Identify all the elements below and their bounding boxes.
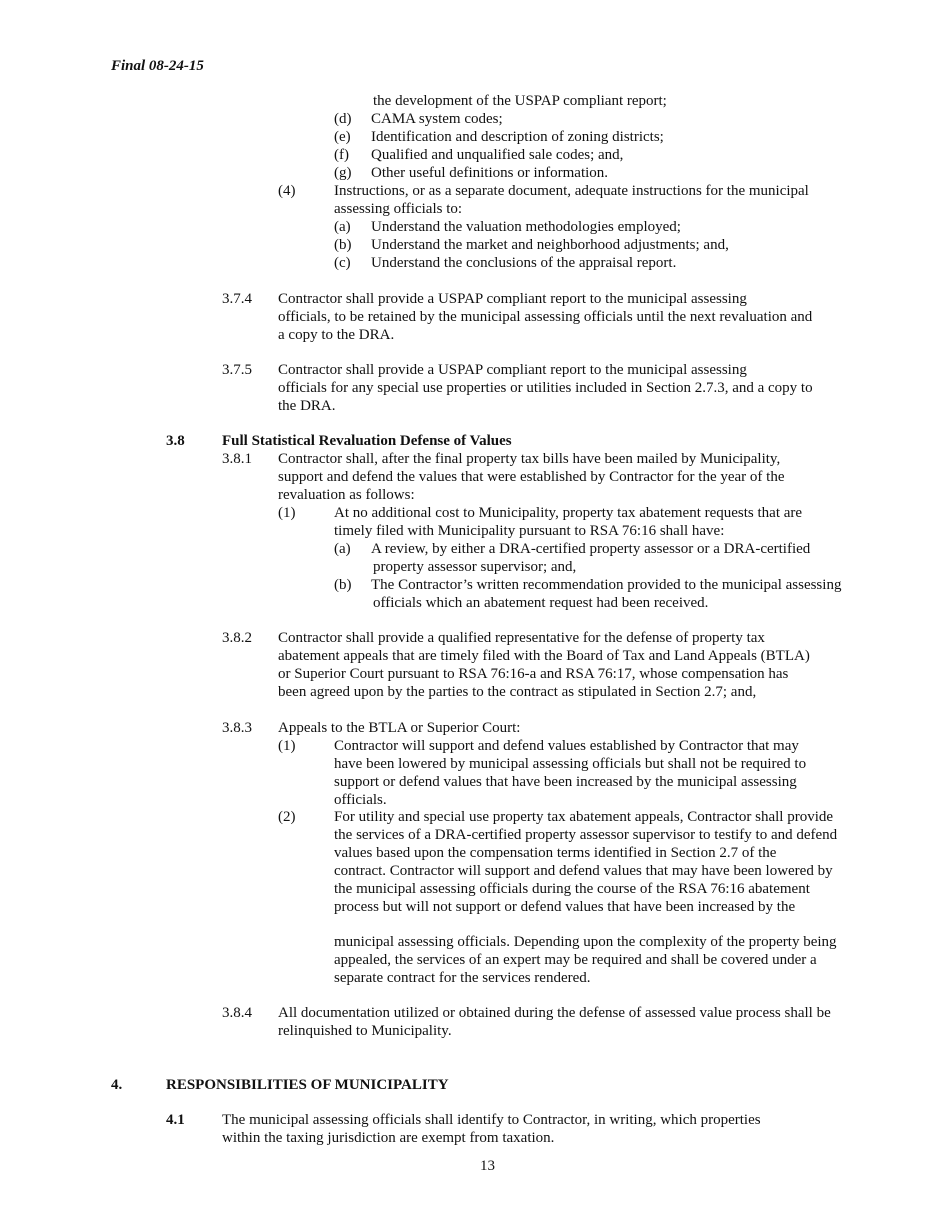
section-3-7-4-line: Contractor shall provide a USPAP compliant report to the municipal assessing (278, 291, 747, 307)
section-3-8-1-item-1b-line: officials which an abatement request had been received. (373, 595, 709, 611)
section-3-8-3-item-2-line: process but will not support or defend values that have been increased by the (334, 899, 796, 915)
section-3-8-1-item-1a-label: (a) (334, 541, 351, 557)
section-3-8-3-item-2-line: municipal assessing officials. Depending upon the complexity of the property being (334, 934, 837, 950)
section-3-7-4-line: officials, to be retained by the municipal assessing officials until the next revaluation and (278, 309, 813, 325)
item-4-line: Instructions, or as a separate document, adequate instructions for the municipal (334, 183, 809, 199)
section-3-8-3-item-2-line: appealed, the services of an expert may be required and shall be covered under a (334, 952, 817, 968)
section-3-8-1-number: 3.8.1 (222, 451, 252, 467)
section-4-1-number: 4.1 (166, 1112, 185, 1128)
item-g-label: (g) (334, 165, 352, 181)
section-4-1-line: within the taxing jurisdiction are exempt from taxation. (222, 1130, 555, 1146)
section-3-8-2-number: 3.8.2 (222, 630, 252, 646)
item-4-number: (4) (278, 183, 296, 199)
item-4-line: assessing officials to: (334, 201, 463, 217)
section-3-8-3-item-2-line: separate contract for the services rendered. (334, 970, 591, 986)
section-4-1-line: The municipal assessing officials shall identify to Contractor, in writing, which properties (222, 1112, 761, 1128)
section-4-title: RESPONSIBILITIES OF MUNICIPALITY (166, 1077, 449, 1093)
section-3-8-3-item-2-number: (2) (278, 809, 296, 825)
section-3-8-1-item-1-number: (1) (278, 505, 296, 521)
continuation-line: the development of the USPAP compliant report; (373, 93, 667, 109)
item-4b-label: (b) (334, 237, 352, 253)
section-3-8-3-item-2-line: contract. Contractor will support and defend values that may have been lowered by (334, 863, 833, 879)
section-3-8-1-item-1-line: timely filed with Municipality pursuant to RSA 76:16 shall have: (334, 523, 725, 539)
section-3-8-1-item-1-line: At no additional cost to Municipality, property tax abatement requests that are (334, 505, 803, 521)
item-e-text: Identification and description of zoning districts; (371, 129, 664, 145)
section-3-8-2-line: been agreed upon by the parties to the contract as stipulated in Section 2.7; and, (278, 684, 757, 700)
section-3-8-4-line: All documentation utilized or obtained during the defense of assessed value process shall be (278, 1005, 831, 1021)
section-3-8-3-title: Appeals to the BTLA or Superior Court: (278, 720, 521, 736)
section-3-7-5-number: 3.7.5 (222, 362, 252, 378)
item-4c-text: Understand the conclusions of the appraisal report. (371, 255, 677, 271)
section-3-8-title: Full Statistical Revaluation Defense of Values (222, 433, 512, 449)
section-3-7-4-number: 3.7.4 (222, 291, 252, 307)
section-3-8-3-item-1-number: (1) (278, 738, 296, 754)
section-3-8-3-item-1-line: support or defend values that have been increased by the municipal assessing (334, 774, 797, 790)
section-3-7-4-line: a copy to the DRA. (278, 327, 395, 343)
item-d-text: CAMA system codes; (371, 111, 503, 127)
item-4c-label: (c) (334, 255, 351, 271)
item-d-label: (d) (334, 111, 352, 127)
item-g-text: Other useful definitions or information. (371, 165, 609, 181)
section-3-8-2-line: abatement appeals that are timely filed with the Board of Tax and Land Appeals (BTLA) (278, 648, 810, 664)
section-3-8-number: 3.8 (166, 433, 185, 449)
section-3-8-1-line: Contractor shall, after the final property tax bills have been mailed by Municipality, (278, 451, 781, 467)
section-3-8-3-item-1-line: officials. (334, 792, 387, 808)
section-3-8-1-item-1a-line: A review, by either a DRA-certified property assessor or a DRA-certified (371, 541, 811, 557)
section-3-8-3-item-1-line: Contractor will support and defend values established by Contractor that may (334, 738, 799, 754)
section-3-7-5-line: officials for any special use properties or utilities included in Section 2.7.3, and a copy to (278, 380, 813, 396)
item-4a-label: (a) (334, 219, 351, 235)
item-4b-text: Understand the market and neighborhood adjustments; and, (371, 237, 729, 253)
section-3-8-1-item-1b-label: (b) (334, 577, 352, 593)
section-3-8-3-number: 3.8.3 (222, 720, 252, 736)
section-3-8-1-item-1a-line: property assessor supervisor; and, (373, 559, 577, 575)
section-3-7-5-line: Contractor shall provide a USPAP compliant report to the municipal assessing (278, 362, 747, 378)
section-3-8-3-item-2-line: values based upon the compensation terms identified in Section 2.7 of the (334, 845, 777, 861)
document-header-label: Final 08-24-15 (111, 58, 204, 74)
section-3-8-3-item-2-line: the municipal assessing officials during the course of the RSA 76:16 abatement (334, 881, 810, 897)
section-3-8-1-line: support and defend the values that were established by Contractor for the year of the (278, 469, 785, 485)
item-f-label: (f) (334, 147, 349, 163)
section-3-8-1-line: revaluation as follows: (278, 487, 415, 503)
section-3-8-3-item-2-line: For utility and special use property tax abatement appeals, Contractor shall provide (334, 809, 834, 825)
page-number: 13 (480, 1158, 495, 1174)
item-4a-text: Understand the valuation methodologies employed; (371, 219, 681, 235)
section-3-8-3-item-1-line: have been lowered by municipal assessing officials but shall not be required to (334, 756, 807, 772)
section-3-8-1-item-1b-line: The Contractor’s written recommendation provided to the municipal assessing (371, 577, 842, 593)
item-e-label: (e) (334, 129, 351, 145)
section-3-8-2-line: or Superior Court pursuant to RSA 76:16-a and RSA 76:17, whose compensation has (278, 666, 789, 682)
section-3-8-4-line: relinquished to Municipality. (278, 1023, 452, 1039)
section-3-8-4-number: 3.8.4 (222, 1005, 252, 1021)
section-3-8-2-line: Contractor shall provide a qualified representative for the defense of property tax (278, 630, 765, 646)
section-3-8-3-item-2-line: the services of a DRA-certified property assessor supervisor to testify to and defend (334, 827, 838, 843)
section-4-number: 4. (111, 1077, 123, 1093)
section-3-7-5-line: the DRA. (278, 398, 336, 414)
item-f-text: Qualified and unqualified sale codes; and, (371, 147, 624, 163)
